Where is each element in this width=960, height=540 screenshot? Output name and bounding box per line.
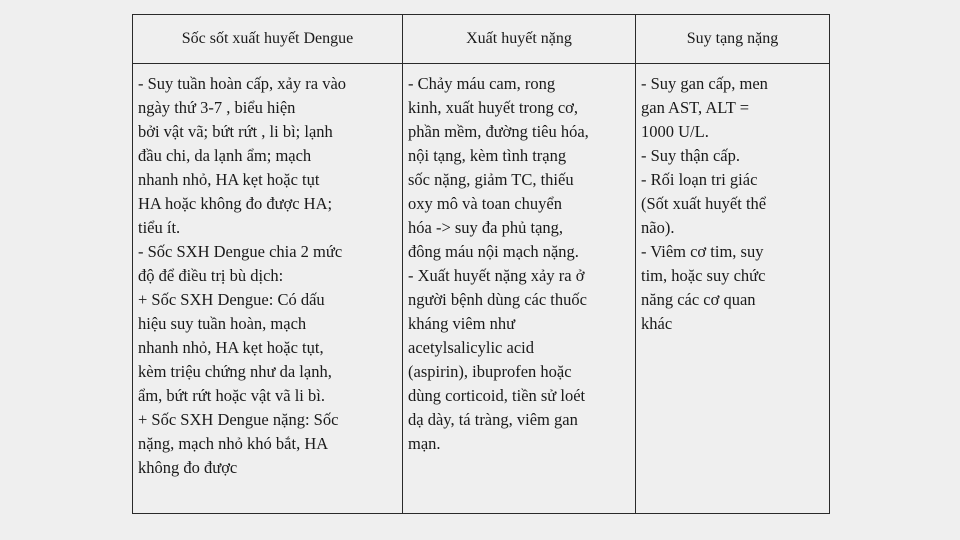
text-line: + Sốc SXH Dengue: Có dấu: [138, 290, 325, 309]
text-line: đông máu nội mạch nặng.: [408, 242, 579, 261]
text-line: tim, hoặc suy chức: [641, 266, 766, 285]
text-line: - Rối loạn tri giác: [641, 170, 758, 189]
text-line: ẩm, bứt rứt hoặc vật vã li bì.: [138, 386, 325, 405]
text-line: nhanh nhỏ, HA kẹt hoặc tụt: [138, 170, 320, 189]
text-line: - Xuất huyết nặng xảy ra ở: [408, 266, 585, 285]
text-line: sốc nặng, giảm TC, thiếu: [408, 170, 574, 189]
text-line: - Suy gan cấp, men: [641, 74, 768, 93]
text-line: - Chảy máu cam, rong: [408, 74, 556, 93]
text-line: kinh, xuất huyết trong cơ,: [408, 98, 579, 117]
text-line: nhanh nhỏ, HA kẹt hoặc tụt,: [138, 338, 324, 357]
text-line: nội tạng, kèm tình trạng: [408, 146, 567, 165]
text-line: (Sốt xuất huyết thể: [641, 194, 767, 213]
text-line: não).: [641, 218, 675, 237]
dengue-severity-table: [132, 14, 830, 514]
text-line: (aspirin), ibuprofen hoặc: [408, 362, 572, 381]
header-organ-failure: Suy tạng nặng: [636, 15, 830, 64]
text-line: ngày thứ 3-7 , biểu hiện: [138, 98, 296, 117]
text-line: HA hoặc không đo được HA;: [138, 194, 333, 213]
text-line: - Suy thận cấp.: [641, 146, 740, 165]
text-line: kèm triệu chứng như da lạnh,: [138, 362, 332, 381]
text-line: 1000 U/L.: [641, 122, 709, 141]
text-line: dạ dày, tá tràng, viêm gan: [408, 410, 578, 429]
text-line: độ để điều trị bù dịch:: [138, 266, 284, 285]
text-line: acetylsalicylic acid: [408, 338, 534, 357]
text-line: gan AST, ALT =: [641, 98, 750, 117]
content-row: [133, 64, 830, 514]
text-line: dùng corticoid, tiền sử loét: [408, 386, 586, 405]
text-line: khác: [641, 314, 673, 333]
header-dengue-shock: Sốc sốt xuất huyết Dengue: [133, 15, 403, 64]
text-line: đầu chi, da lạnh ẩm; mạch: [138, 146, 312, 165]
text-line: mạn.: [408, 434, 441, 453]
text-line: tiểu ít.: [138, 218, 181, 237]
text-line: năng các cơ quan: [641, 290, 756, 309]
text-line: - Sốc SXH Dengue chia 2 mức: [138, 242, 343, 261]
text-line: hóa -> suy đa phủ tạng,: [408, 218, 564, 237]
cell-dengue-shock: [133, 64, 403, 514]
text-line: bởi vật vã; bứt rứt , li bì; lạnh: [138, 122, 333, 141]
text-line: - Suy tuần hoàn cấp, xảy ra vào: [138, 74, 347, 93]
text-line: + Sốc SXH Dengue nặng: Sốc: [138, 410, 339, 429]
text-line: người bệnh dùng các thuốc: [408, 290, 587, 309]
header-row: [133, 15, 830, 64]
text-line: nặng, mạch nhỏ khó bắt, HA: [138, 434, 329, 453]
text-line: kháng viêm như: [408, 314, 516, 333]
text-line: phần mềm, đường tiêu hóa,: [408, 122, 589, 141]
text-line: hiệu suy tuần hoàn, mạch: [138, 314, 307, 333]
header-severe-bleeding: Xuất huyết nặng: [403, 15, 636, 64]
text-line: - Viêm cơ tim, suy: [641, 242, 764, 261]
cell-organ-failure: [636, 64, 830, 514]
cell-severe-bleeding: [403, 64, 636, 514]
text-line: oxy mô và toan chuyển: [408, 194, 562, 213]
text-line: không đo được: [138, 458, 238, 477]
